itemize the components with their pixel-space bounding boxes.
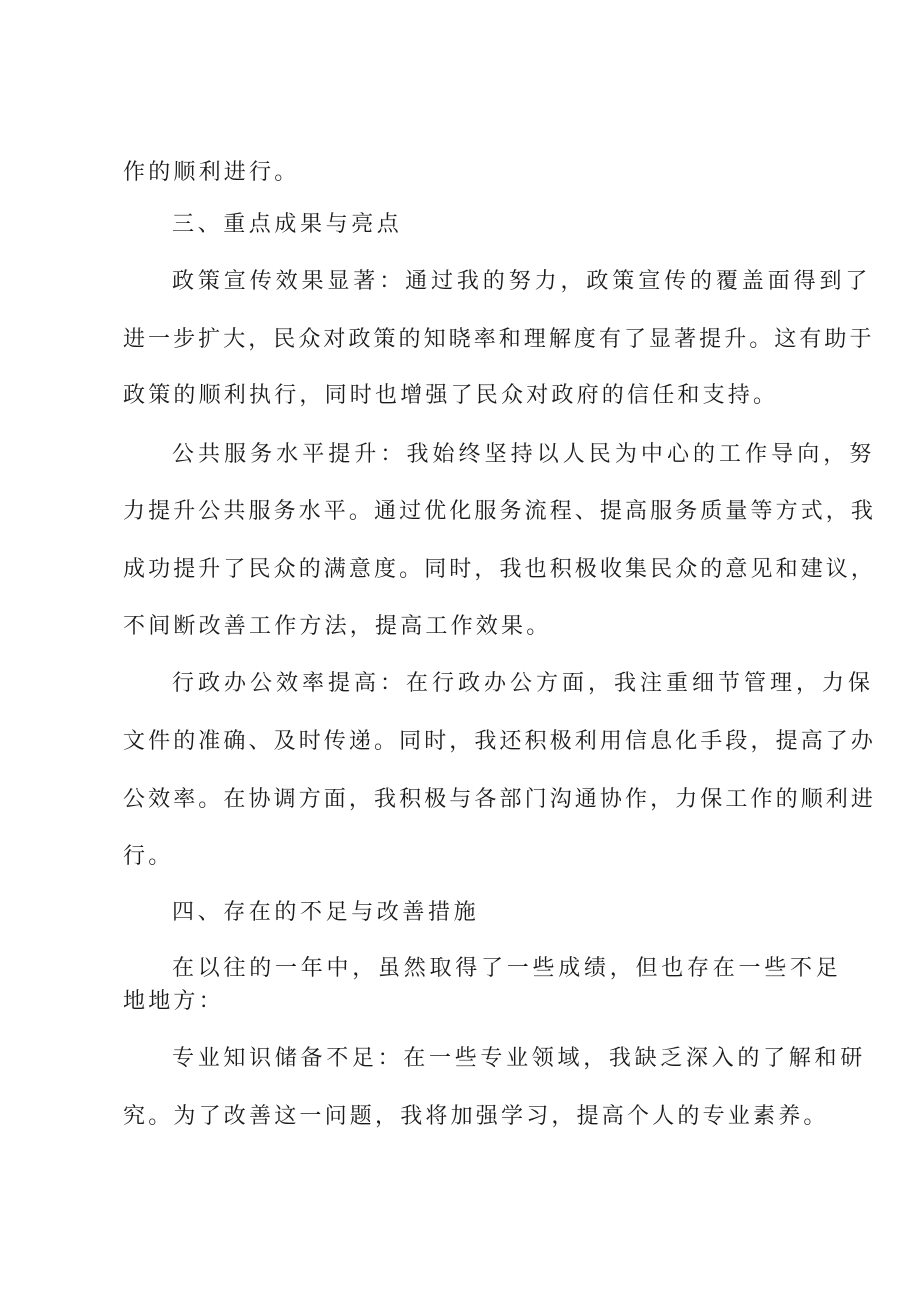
paragraph-continuation-line: 作的顺利进行。 (123, 160, 300, 185)
section-heading-shortcomings: 四、存在的不足与改善措施 (172, 900, 480, 925)
paragraph-admin-efficiency-line-3: 公效率。在协调方面，我积极与各部门沟通协作，力保工作的顺利进 (123, 787, 877, 812)
paragraph-policy-publicity-line-3: 政策的顺利执行，同时也增强了民众对政府的信任和支持。 (123, 383, 779, 408)
paragraph-shortcomings-intro-line-2: 地地方： (123, 989, 224, 1014)
section-heading-key-results: 三、重点成果与亮点 (172, 212, 403, 237)
paragraph-public-service-line-2: 力提升公共服务水平。通过优化服务流程、提高服务质量等方式，我 (123, 499, 877, 524)
paragraph-public-service-line-4: 不间断改善工作方法，提高工作效果。 (123, 614, 552, 639)
paragraph-public-service-line-1: 公共服务水平提升：我始终坚持以人民为中心的工作导向，努 (172, 442, 876, 467)
paragraph-admin-efficiency-line-1: 行政办公效率提高：在行政办公方面，我注重细节管理，力保 (172, 671, 875, 696)
paragraph-policy-publicity-line-1: 政策宣传效果显著：通过我的努力，政策宣传的覆盖面得到了 (172, 269, 872, 294)
paragraph-policy-publicity-line-2: 进一步扩大，民众对政策的知晓率和理解度有了显著提升。这有助于 (123, 327, 875, 352)
paragraph-public-service-line-3: 成功提升了民众的满意度。同时，我也积极收集民众的意见和建议， (123, 557, 877, 582)
paragraph-shortcomings-intro-line-1: 在以往的一年中，虽然取得了一些成绩，但也存在一些不足 (172, 956, 842, 981)
paragraph-knowledge-line-2: 究。为了改善这一问题，我将加强学习，提高个人的专业素养。 (123, 1104, 829, 1129)
paragraph-admin-efficiency-line-2: 文件的准确、及时传递。同时，我还积极利用信息化手段，提高了办 (123, 729, 877, 754)
paragraph-knowledge-line-1: 专业知识储备不足：在一些专业领域，我缺乏深入的了解和研 (172, 1046, 866, 1071)
paragraph-admin-efficiency-line-4: 行。 (123, 844, 174, 869)
